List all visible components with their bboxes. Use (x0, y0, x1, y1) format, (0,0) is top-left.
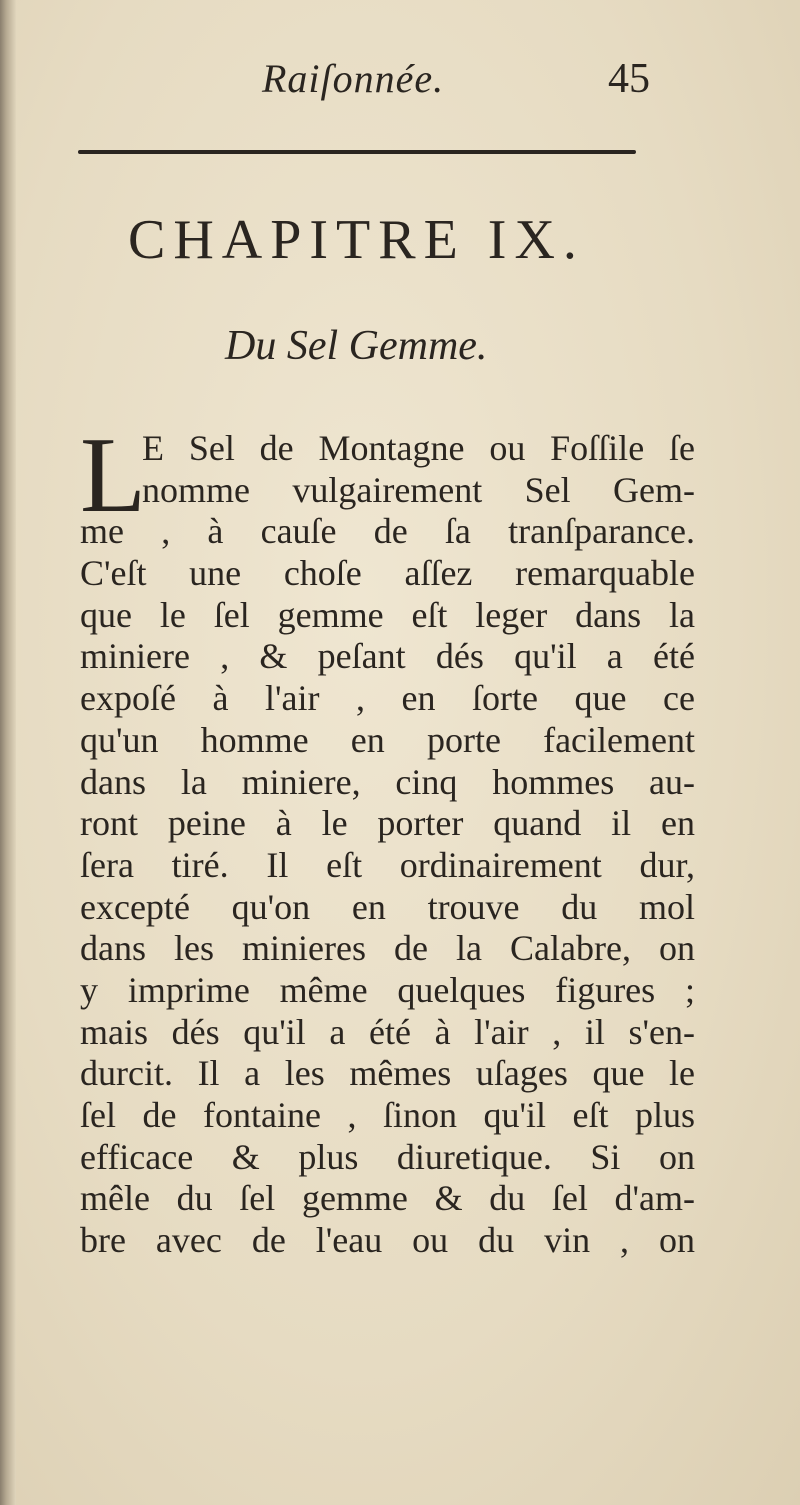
running-head: Raiſonnée. (262, 56, 445, 101)
text-line: E Sel de Montagne ou Foſſile ſe (142, 428, 695, 468)
page-header (0, 55, 800, 115)
header-rule (78, 150, 636, 154)
text-line: mais dés qu'il a été à l'air , il s'en- (80, 1011, 695, 1052)
text-line: efficace & plus diuretique. Si on (80, 1136, 695, 1177)
text-line: ſera tiré. Il eſt ordinairement dur, (80, 844, 695, 885)
text-line: ſel de fontaine , ſinon qu'il eſt plus (80, 1095, 695, 1135)
text-line: dans la miniere, cinq hommes au- (80, 761, 695, 802)
text-line: y imprime même quelques figures ; (80, 969, 695, 1010)
text-line: bre avec de l'eau ou du vin , on (80, 1220, 695, 1261)
page-gutter (0, 0, 16, 1505)
text-line: durcit. Il a les mêmes uſages que le (80, 1053, 695, 1094)
text-line: expoſé à l'air , en ſorte que ce (80, 678, 695, 719)
chapter-title: CHAPITRE IX. (128, 209, 585, 271)
text-line: C'eſt une choſe aſſez remarquable (80, 553, 695, 594)
drop-cap: L (80, 416, 146, 535)
body-text (80, 416, 695, 1262)
text-line: nomme vulgairement Sel Gem- (142, 469, 695, 510)
text-line: miniere , & peſant dés qu'il a été (80, 636, 695, 677)
text-line: que le ſel gemme eſt leger dans la (80, 594, 695, 635)
chapter-subtitle: Du Sel Gemme. (225, 323, 488, 369)
text-line: ront peine à le porter quand il en (80, 803, 695, 844)
text-line: dans les minieres de la Calabre, on (80, 928, 695, 969)
text-line: me , à cauſe de ſa tranſparance. (80, 511, 695, 552)
page-number: 45 (608, 56, 650, 102)
text-line: excepté qu'on en trouve du mol (80, 886, 695, 927)
text-line: mêle du ſel gemme & du ſel d'am- (80, 1178, 695, 1219)
text-line: qu'un homme en porte facilement (80, 719, 695, 760)
